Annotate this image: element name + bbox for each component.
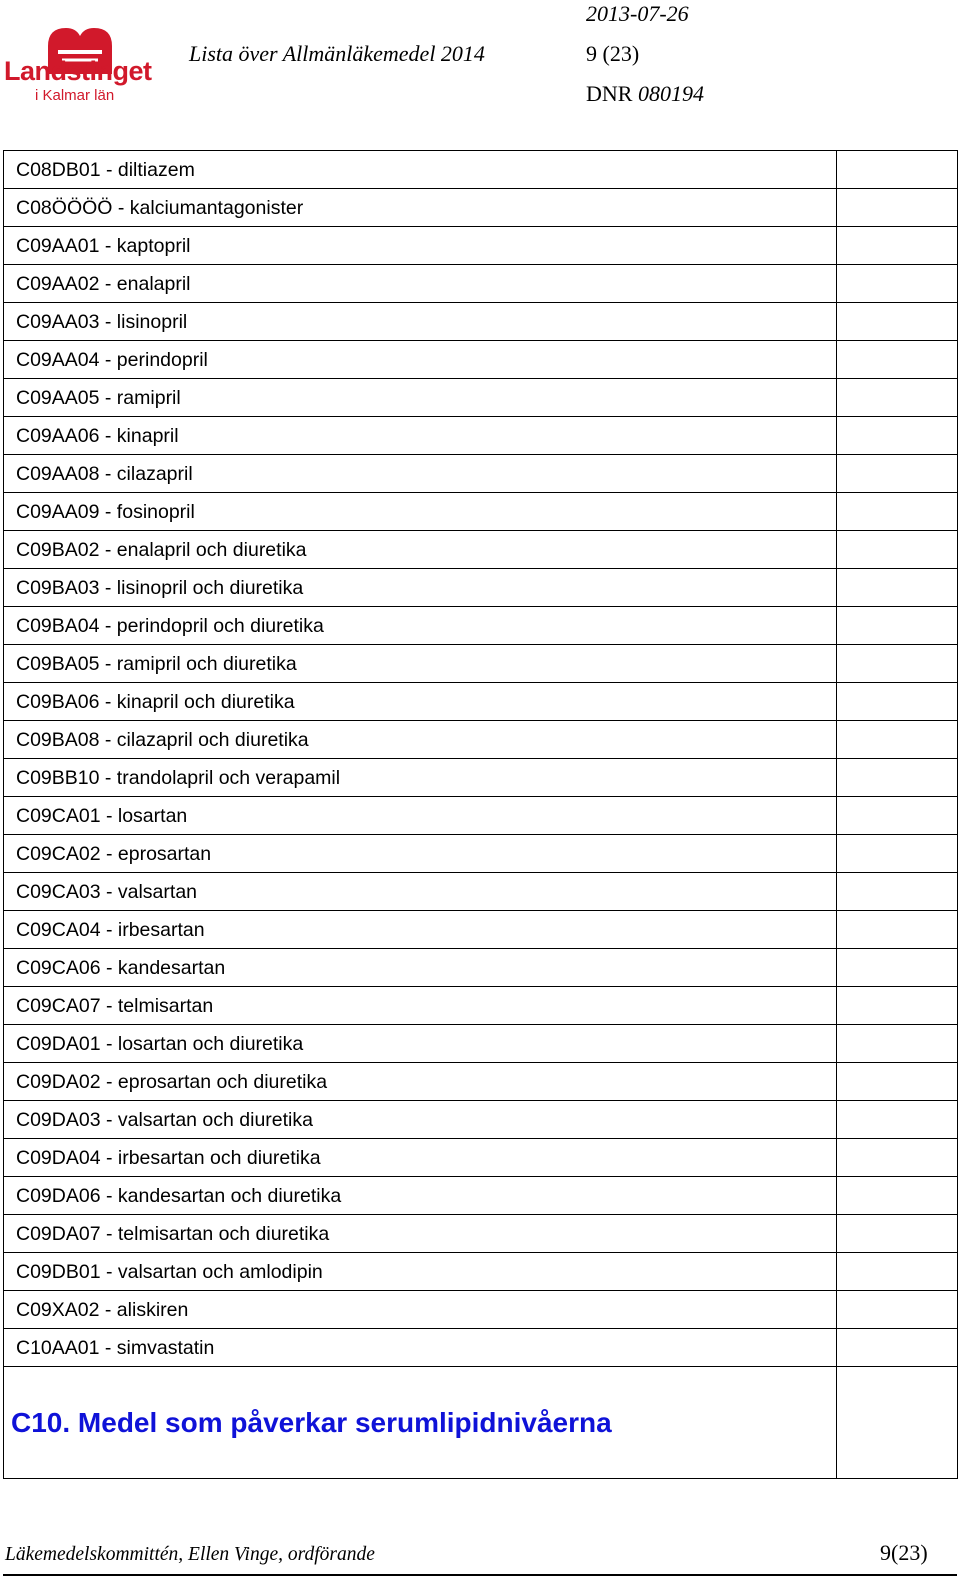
table-row (4, 1063, 958, 1101)
empty-cell (837, 835, 958, 872)
empty-cell (837, 189, 958, 226)
medicine-cell: C09DA01 - losartan och diuretika (4, 1025, 837, 1062)
empty-cell (837, 949, 958, 986)
table-row (4, 303, 958, 341)
medicine-cell: C09DA02 - eprosartan och diuretika (4, 1063, 837, 1100)
table-row (4, 493, 958, 531)
medicine-cell: C09CA06 - kandesartan (4, 949, 837, 986)
empty-cell (837, 1177, 958, 1214)
empty-cell (837, 683, 958, 720)
medicine-cell: C09XA02 - aliskiren (4, 1291, 837, 1328)
empty-cell (837, 1063, 958, 1100)
table-row (4, 417, 958, 455)
medicine-cell: C09CA07 - telmisartan (4, 987, 837, 1024)
medicine-cell: C09AA09 - fosinopril (4, 493, 837, 530)
medicine-cell: C09BA08 - cilazapril och diuretika (4, 721, 837, 758)
table-row (4, 911, 958, 949)
medicine-cell: C09AA04 - perindopril (4, 341, 837, 378)
table-row (4, 987, 958, 1025)
table-row (4, 949, 958, 987)
empty-cell (837, 417, 958, 454)
empty-cell (837, 1139, 958, 1176)
table-row (4, 721, 958, 759)
table-row (4, 265, 958, 303)
table-row (4, 341, 958, 379)
dnr (586, 82, 704, 106)
medicine-cell: C09BA05 - ramipril och diuretika (4, 645, 837, 682)
table-row (4, 227, 958, 265)
empty-cell (837, 721, 958, 758)
table-row (4, 1139, 958, 1177)
table-row (4, 759, 958, 797)
section-heading: C10. Medel som påverkar serumlipidnivåerna (4, 1367, 837, 1478)
table-row (4, 1253, 958, 1291)
empty-cell (837, 987, 958, 1024)
medicine-cell: C09AA08 - cilazapril (4, 455, 837, 492)
medicine-cell: C09BA03 - lisinopril och diuretika (4, 569, 837, 606)
medicine-cell: C09CA01 - losartan (4, 797, 837, 834)
medicine-cell: C10AA01 - simvastatin (4, 1329, 837, 1366)
medicine-cell: C09BA04 - perindopril och diuretika (4, 607, 837, 644)
table-row (4, 379, 958, 417)
empty-cell (837, 151, 958, 188)
empty-cell (837, 645, 958, 682)
medicine-table (3, 150, 958, 1479)
empty-cell (837, 1101, 958, 1138)
page-number: 9 (23) (586, 41, 640, 66)
table-row (4, 531, 958, 569)
logo-name: Landstinget (4, 56, 152, 86)
table-row (4, 1177, 958, 1215)
empty-cell (837, 303, 958, 340)
empty-cell (837, 493, 958, 530)
empty-cell (837, 1329, 958, 1366)
medicine-cell: C09CA02 - eprosartan (4, 835, 837, 872)
empty-cell (837, 1215, 958, 1252)
empty-cell (837, 227, 958, 264)
table-row (4, 683, 958, 721)
medicine-cell: C09AA03 - lisinopril (4, 303, 837, 340)
empty-cell (837, 569, 958, 606)
medicine-cell: C09AA02 - enalapril (4, 265, 837, 302)
empty-cell (837, 607, 958, 644)
medicine-cell: C08ÖÖÖÖ - kalciumantagonister (4, 189, 837, 226)
table-row (4, 873, 958, 911)
empty-cell (837, 1367, 958, 1478)
medicine-cell: C09AA06 - kinapril (4, 417, 837, 454)
empty-cell (837, 797, 958, 834)
dnr-number: 080194 (637, 81, 704, 106)
medicine-cell: C09DA07 - telmisartan och diuretika (4, 1215, 837, 1252)
medicine-cell: C09BA02 - enalapril och diuretika (4, 531, 837, 568)
table-row (4, 797, 958, 835)
document-title: Lista över Allmänläkemedel 2014 (189, 41, 485, 66)
empty-cell (837, 759, 958, 796)
empty-cell (837, 873, 958, 910)
medicine-cell: C09DA06 - kandesartan och diuretika (4, 1177, 837, 1214)
empty-cell (837, 911, 958, 948)
empty-cell (837, 455, 958, 492)
medicine-cell: C09BA06 - kinapril och diuretika (4, 683, 837, 720)
logo-subtitle: i Kalmar län (35, 87, 115, 104)
medicine-cell: C09DB01 - valsartan och amlodipin (4, 1253, 837, 1290)
table-row (4, 1215, 958, 1253)
empty-cell (837, 379, 958, 416)
table-row (4, 569, 958, 607)
table-row (4, 1101, 958, 1139)
empty-cell (837, 1025, 958, 1062)
medicine-cell: C09CA03 - valsartan (4, 873, 837, 910)
dnr-label: DNR (586, 81, 633, 106)
footer-page: 9(23) (880, 1540, 928, 1565)
table-row (4, 835, 958, 873)
medicine-cell: C09AA01 - kaptopril (4, 227, 837, 264)
medicine-cell: C08DB01 - diltiazem (4, 151, 837, 188)
document-date: 2013-07-26 (586, 1, 689, 26)
section-heading-row (4, 1367, 958, 1479)
empty-cell (837, 1253, 958, 1290)
table-row (4, 1329, 958, 1367)
medicine-cell: C09BB10 - trandolapril och verapamil (4, 759, 837, 796)
empty-cell (837, 341, 958, 378)
table-row (4, 1025, 958, 1063)
empty-cell (837, 1291, 958, 1328)
footer-author: Läkemedelskommittén, Ellen Vinge, ordförande (5, 1544, 375, 1565)
empty-cell (837, 531, 958, 568)
table-row (4, 189, 958, 227)
medicine-cell: C09AA05 - ramipril (4, 379, 837, 416)
table-row (4, 645, 958, 683)
table-row (4, 607, 958, 645)
footer-divider (3, 1574, 957, 1576)
medicine-cell: C09DA03 - valsartan och diuretika (4, 1101, 837, 1138)
table-row (4, 151, 958, 189)
medicine-cell: C09CA04 - irbesartan (4, 911, 837, 948)
empty-cell (837, 265, 958, 302)
table-row (4, 1291, 958, 1329)
medicine-cell: C09DA04 - irbesartan och diuretika (4, 1139, 837, 1176)
table-row (4, 455, 958, 493)
